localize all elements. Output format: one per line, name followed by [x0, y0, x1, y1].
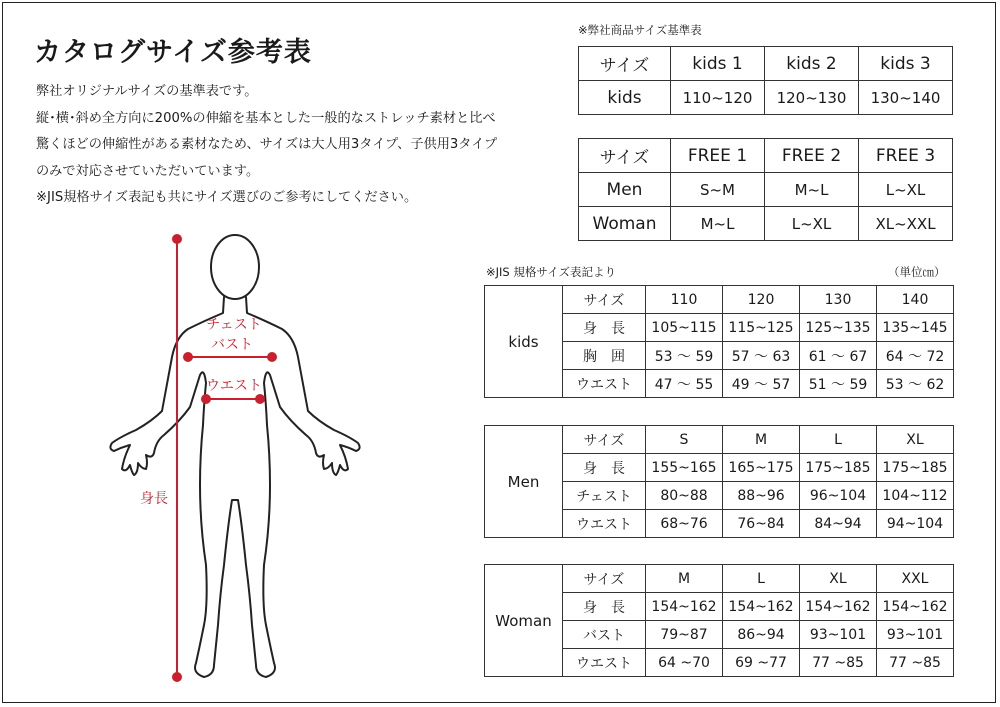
group-label: Woman [485, 565, 563, 677]
table-cell: 165~175 [723, 454, 800, 482]
table-cell: 49 ～ 57 [723, 370, 800, 398]
row-label: 身 長 [563, 314, 646, 342]
header-cell: M [723, 426, 800, 454]
table-cell: L~XL [765, 207, 859, 241]
table-cell: 64 ~70 [646, 649, 723, 677]
table-cell: 93~101 [800, 621, 877, 649]
row-label: 胸 囲 [563, 342, 646, 370]
jis-woman-table [484, 564, 954, 677]
group-label: Men [485, 426, 563, 538]
page-title: カタログサイズ参考表 [34, 37, 312, 68]
table-cell: 135~145 [877, 314, 954, 342]
table-cell: M~L [765, 173, 859, 207]
height-label: 身長 [140, 491, 168, 507]
header-cell: サイズ [579, 47, 671, 81]
table-cell: 64 ～ 72 [877, 342, 954, 370]
table-cell: 68~76 [646, 510, 723, 538]
header-cell: kids 1 [671, 47, 765, 81]
table-cell: 96~104 [800, 482, 877, 510]
description [36, 79, 556, 212]
header-cell: 140 [877, 286, 954, 314]
header-cell: kids 2 [765, 47, 859, 81]
header-cell: M [646, 565, 723, 593]
header-cell: 120 [723, 286, 800, 314]
row-label: チェスト [563, 482, 646, 510]
table-cell: M~L [671, 207, 765, 241]
waist-left-dot [202, 395, 210, 403]
table-cell: 86~94 [723, 621, 800, 649]
header-cell: L [800, 426, 877, 454]
chest-left-dot [184, 353, 192, 361]
table-cell: 130~140 [859, 81, 953, 115]
table-cell: XL~XXL [859, 207, 953, 241]
table-cell: 53 ～ 62 [877, 370, 954, 398]
table-cell: 154~162 [646, 593, 723, 621]
table-cell: 125~135 [800, 314, 877, 342]
bust-label: バスト [211, 337, 253, 353]
table-cell: 175~185 [877, 454, 954, 482]
header-cell: FREE 3 [859, 139, 953, 173]
table-cell: 88~96 [723, 482, 800, 510]
row-label: バスト [563, 621, 646, 649]
table-cell: 61 ～ 67 [800, 342, 877, 370]
table-cell: 77 ~85 [877, 649, 954, 677]
table-cell: L~XL [859, 173, 953, 207]
description-line: 縦･横･斜め全方向に200%の伸縮を基本とした一般的なストレッチ素材と比べ [36, 110, 496, 126]
jis-label: ※JIS 規格サイズ表記より [486, 265, 616, 279]
table-cell: 93~101 [877, 621, 954, 649]
table-cell: 110~120 [671, 81, 765, 115]
header-cell: XL [877, 426, 954, 454]
row-label: ウエスト [563, 370, 646, 398]
chest-label: チェスト [206, 317, 262, 333]
chest-right-dot [268, 353, 276, 361]
header-cell: 130 [800, 286, 877, 314]
free-size-table [578, 138, 953, 241]
table-cell: 51 ～ 59 [800, 370, 877, 398]
waist-label: ウエスト [206, 378, 262, 394]
row-label: ウエスト [563, 510, 646, 538]
height-bottom-dot [173, 673, 181, 681]
header-cell: サイズ [563, 286, 646, 314]
kids-size-table [578, 46, 953, 115]
table-cell: 94~104 [877, 510, 954, 538]
table-cell: S~M [671, 173, 765, 207]
group-label: kids [485, 286, 563, 398]
row-label: Woman [579, 207, 671, 241]
table-cell: 47 ～ 55 [646, 370, 723, 398]
table-cell: 84~94 [800, 510, 877, 538]
row-label: 身 長 [563, 454, 646, 482]
description-line: のみで対応させていただいています。 [36, 163, 260, 179]
table-cell: 77 ~85 [800, 649, 877, 677]
body-outline [110, 235, 359, 677]
table-cell: 154~162 [723, 593, 800, 621]
header-cell: 110 [646, 286, 723, 314]
table-cell: 120~130 [765, 81, 859, 115]
header-cell: サイズ [563, 426, 646, 454]
table-cell: 155~165 [646, 454, 723, 482]
table-cell: 115~125 [723, 314, 800, 342]
header-cell: L [723, 565, 800, 593]
table-cell: 69 ~77 [723, 649, 800, 677]
row-label: 身 長 [563, 593, 646, 621]
header-cell: S [646, 426, 723, 454]
body-figure [100, 225, 380, 695]
description-line: ※JIS規格サイズ表記も共にサイズ選びのご参考にしてください。 [36, 190, 418, 205]
header-cell: kids 3 [859, 47, 953, 81]
table-cell: 80~88 [646, 482, 723, 510]
waist-right-dot [256, 395, 264, 403]
table-cell: 57 ～ 63 [723, 342, 800, 370]
header-cell: FREE 2 [765, 139, 859, 173]
table-cell: 79~87 [646, 621, 723, 649]
row-label: ウエスト [563, 649, 646, 677]
table-cell: 105~115 [646, 314, 723, 342]
unit-label: （単位㎝） [888, 265, 946, 279]
header-cell: サイズ [563, 565, 646, 593]
table-cell: 53 ～ 59 [646, 342, 723, 370]
table-cell: 104~112 [877, 482, 954, 510]
header-cell: XL [800, 565, 877, 593]
header-cell: XXL [877, 565, 954, 593]
jis-men-table [484, 425, 954, 538]
table-cell: 76~84 [723, 510, 800, 538]
row-label: Men [579, 173, 671, 207]
header-cell: サイズ [579, 139, 671, 173]
table-cell: 154~162 [800, 593, 877, 621]
table-cell: 154~162 [877, 593, 954, 621]
table-cell: 175~185 [800, 454, 877, 482]
row-label: kids [579, 81, 671, 115]
jis-kids-table [484, 285, 954, 398]
height-top-dot [173, 235, 181, 243]
standard-label: ※弊社商品サイズ基準表 [578, 23, 702, 37]
description-line: 弊社オリジナルサイズの基準表です。 [36, 84, 258, 99]
description-line: 驚くほどの伸縮性がある素材なため、サイズは大人用3タイプ、子供用3タイプ [36, 137, 498, 152]
header-cell: FREE 1 [671, 139, 765, 173]
